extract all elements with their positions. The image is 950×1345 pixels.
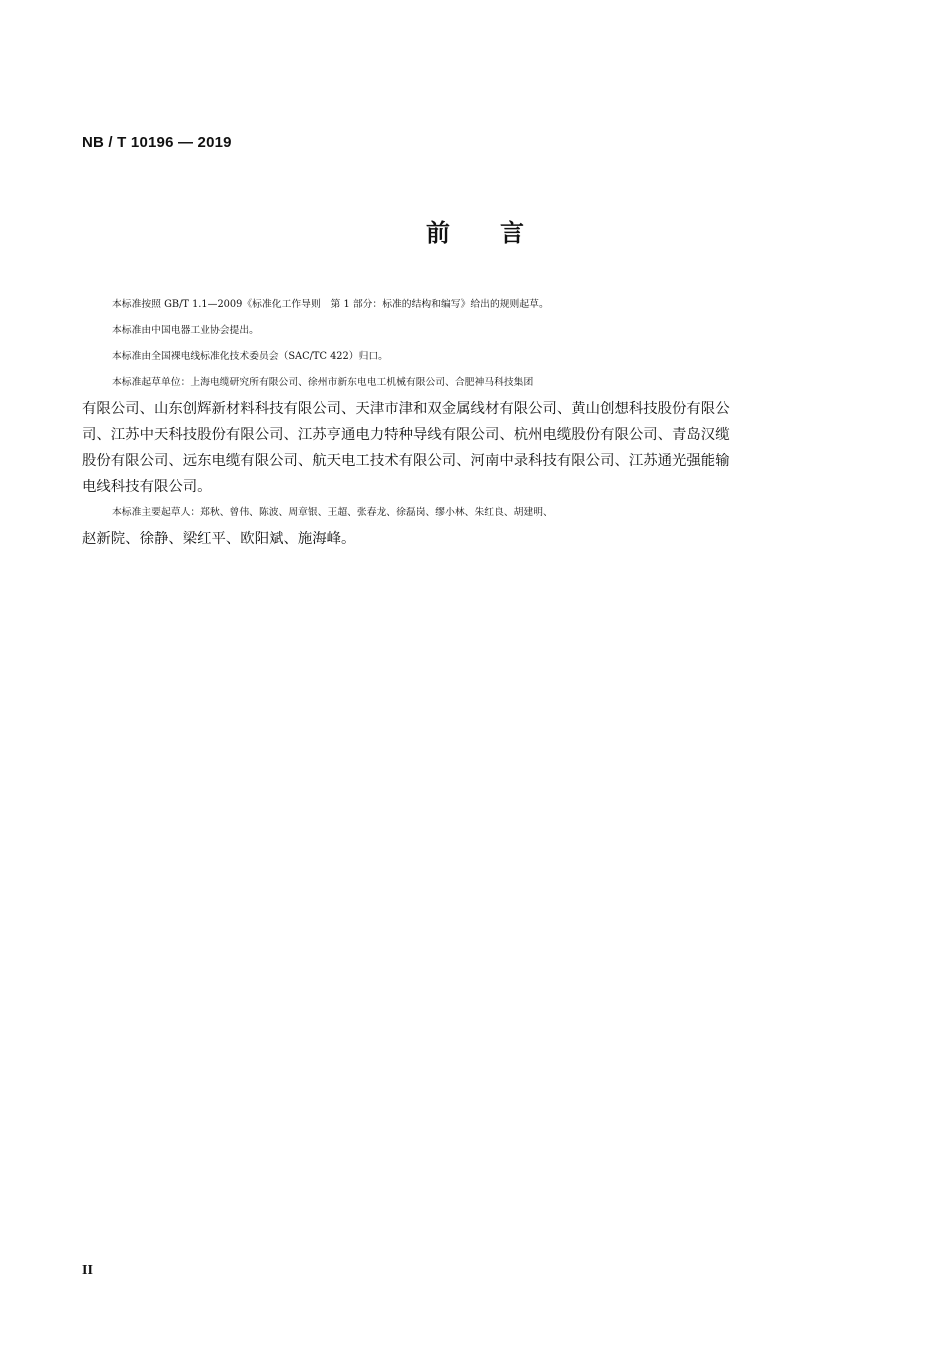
paragraph-line: 股份有限公司、远东电缆有限公司、航天电工技术有限公司、河南中录科技有限公司、江苏通光强能输 (82, 453, 730, 469)
paragraph-line: 本标准起草单位：上海电缆研究所有限公司、徐州市新东电电工机械有限公司、合肥神马科技集团 (112, 377, 534, 388)
paragraph-line: 本标准由中国电器工业协会提出。 (112, 325, 259, 336)
paragraph-drafters (82, 500, 838, 552)
page-title: 前言 (426, 219, 574, 247)
paragraph-line: 本标准按照 GB/T 1.1—2009《标准化工作导则 第 1 部分：标准的结构和编写》给出的规则起草。 (112, 299, 549, 310)
paragraph-line: 赵新院、徐静、梁红平、欧阳斌、施海峰。 (82, 531, 356, 547)
foreword-body (82, 292, 838, 552)
paragraph-drafting-units (82, 370, 838, 500)
paragraph-drafting-rules (82, 292, 838, 318)
page-number: II (82, 1263, 93, 1278)
standard-number: NB / T 10196 — 2019 (82, 134, 232, 151)
paragraph-technical-committee (82, 344, 838, 370)
paragraph-line: 本标准主要起草人：郑秋、曾伟、陈波、周章银、王超、张春龙、徐磊岗、缪小林、朱红良、胡建明、 (112, 507, 553, 518)
paragraph-line: 司、江苏中天科技股份有限公司、江苏亨通电力特种导线有限公司、杭州电缆股份有限公司、青岛汉缆 (82, 427, 730, 443)
paragraph-line: 本标准由全国裸电线标准化技术委员会（SAC/TC 422）归口。 (112, 351, 388, 362)
paragraph-line: 有限公司、山东创辉新材料科技有限公司、天津市津和双金属线材有限公司、黄山创想科技股份有限公 (82, 401, 730, 417)
paragraph-proposer (82, 318, 838, 344)
paragraph-line: 电线科技有限公司。 (82, 479, 212, 495)
